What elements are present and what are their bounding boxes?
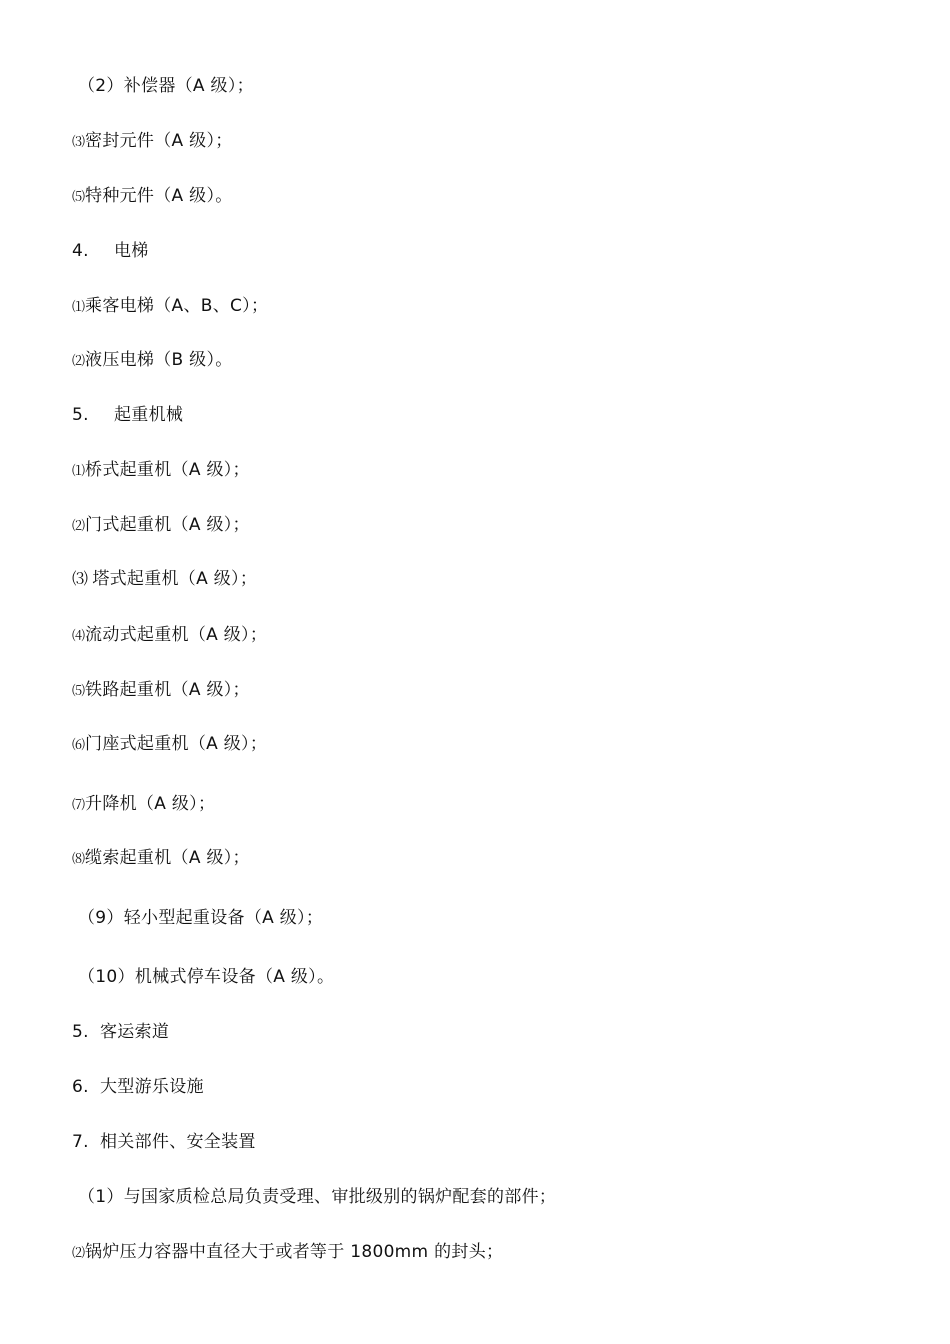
item-text: 桥式起重机（A 级）； xyxy=(85,460,250,480)
list-item xyxy=(78,906,323,930)
item-text: 与国家质检总局负责受理、审批级别的锅炉配套的部件； xyxy=(123,1187,557,1207)
section-title: 客运索道 xyxy=(100,1022,170,1042)
item-number: ⑻ xyxy=(72,852,86,867)
item-number: ⑵ xyxy=(72,519,86,534)
section-title: 起重机械 xyxy=(114,405,184,425)
section-title: 大型游乐设施 xyxy=(100,1077,204,1097)
item-number: ⑶ xyxy=(72,135,86,150)
item-number: ⑴ xyxy=(72,300,86,315)
section-heading xyxy=(72,403,183,427)
item-number: ⑺ xyxy=(72,798,86,813)
section-number: 6. xyxy=(72,1077,89,1097)
item-text: 铁路起重机（A 级）； xyxy=(85,680,250,700)
list-item xyxy=(78,965,334,989)
item-text: 门座式起重机（A 级）； xyxy=(85,734,268,754)
list-item xyxy=(72,348,233,374)
item-number: ⑵ xyxy=(72,354,86,369)
item-number: ⑴ xyxy=(72,464,86,479)
section-number: 7. xyxy=(72,1132,89,1152)
list-item xyxy=(72,567,257,591)
item-text: 缆索起重机（A 级）； xyxy=(85,848,250,868)
item-text: 液压电梯（B 级）。 xyxy=(85,350,233,370)
list-item xyxy=(72,294,268,320)
section-title: 电梯 xyxy=(114,241,149,261)
list-item xyxy=(72,513,250,539)
section-heading xyxy=(72,1075,204,1099)
item-text: 门式起重机（A 级）； xyxy=(85,515,250,535)
item-number: （2） xyxy=(78,76,124,96)
item-number: （10） xyxy=(78,967,135,987)
section-heading xyxy=(72,1020,169,1044)
item-number: ⑵ xyxy=(72,1246,86,1261)
list-item xyxy=(72,1240,503,1266)
list-item xyxy=(72,792,215,818)
section-number: 4. xyxy=(72,241,89,261)
item-number: （9） xyxy=(78,908,124,928)
section-heading xyxy=(72,1130,256,1154)
item-number: ⑸ xyxy=(72,684,86,699)
list-item xyxy=(78,1185,556,1209)
list-item xyxy=(72,458,250,484)
item-number: ⑹ xyxy=(72,738,86,753)
list-item xyxy=(72,846,250,872)
list-item xyxy=(72,732,267,758)
list-item xyxy=(72,129,233,155)
item-text: 特种元件（A 级）。 xyxy=(85,186,233,206)
item-text: 升降机（A 级）； xyxy=(85,794,216,814)
item-text: 流动式起重机（A 级）； xyxy=(85,625,268,645)
item-text: 锅炉压力容器中直径大于或者等于 1800mm 的封头； xyxy=(85,1242,504,1262)
item-number: ⑸ xyxy=(72,190,86,205)
item-text: 塔式起重机（A 级）； xyxy=(92,569,258,589)
item-text: 机械式停车设备（A 级）。 xyxy=(134,967,335,987)
item-text: 密封元件（A 级）； xyxy=(85,131,233,151)
list-item xyxy=(72,184,233,210)
list-item xyxy=(72,623,267,649)
section-number: 5. xyxy=(72,1022,89,1042)
section-heading xyxy=(72,239,149,263)
item-number: ⑶ xyxy=(72,569,89,588)
list-item xyxy=(72,678,250,704)
item-number: ⑷ xyxy=(72,629,86,644)
item-number: （1） xyxy=(78,1187,124,1207)
item-text: 乘客电梯（A、B、C）； xyxy=(85,296,269,316)
section-title: 相关部件、安全装置 xyxy=(100,1132,256,1152)
item-text: 轻小型起重设备（A 级）； xyxy=(123,908,324,928)
item-text: 补偿器（A 级）； xyxy=(123,76,254,96)
list-item xyxy=(78,74,254,98)
section-number: 5. xyxy=(72,405,89,425)
